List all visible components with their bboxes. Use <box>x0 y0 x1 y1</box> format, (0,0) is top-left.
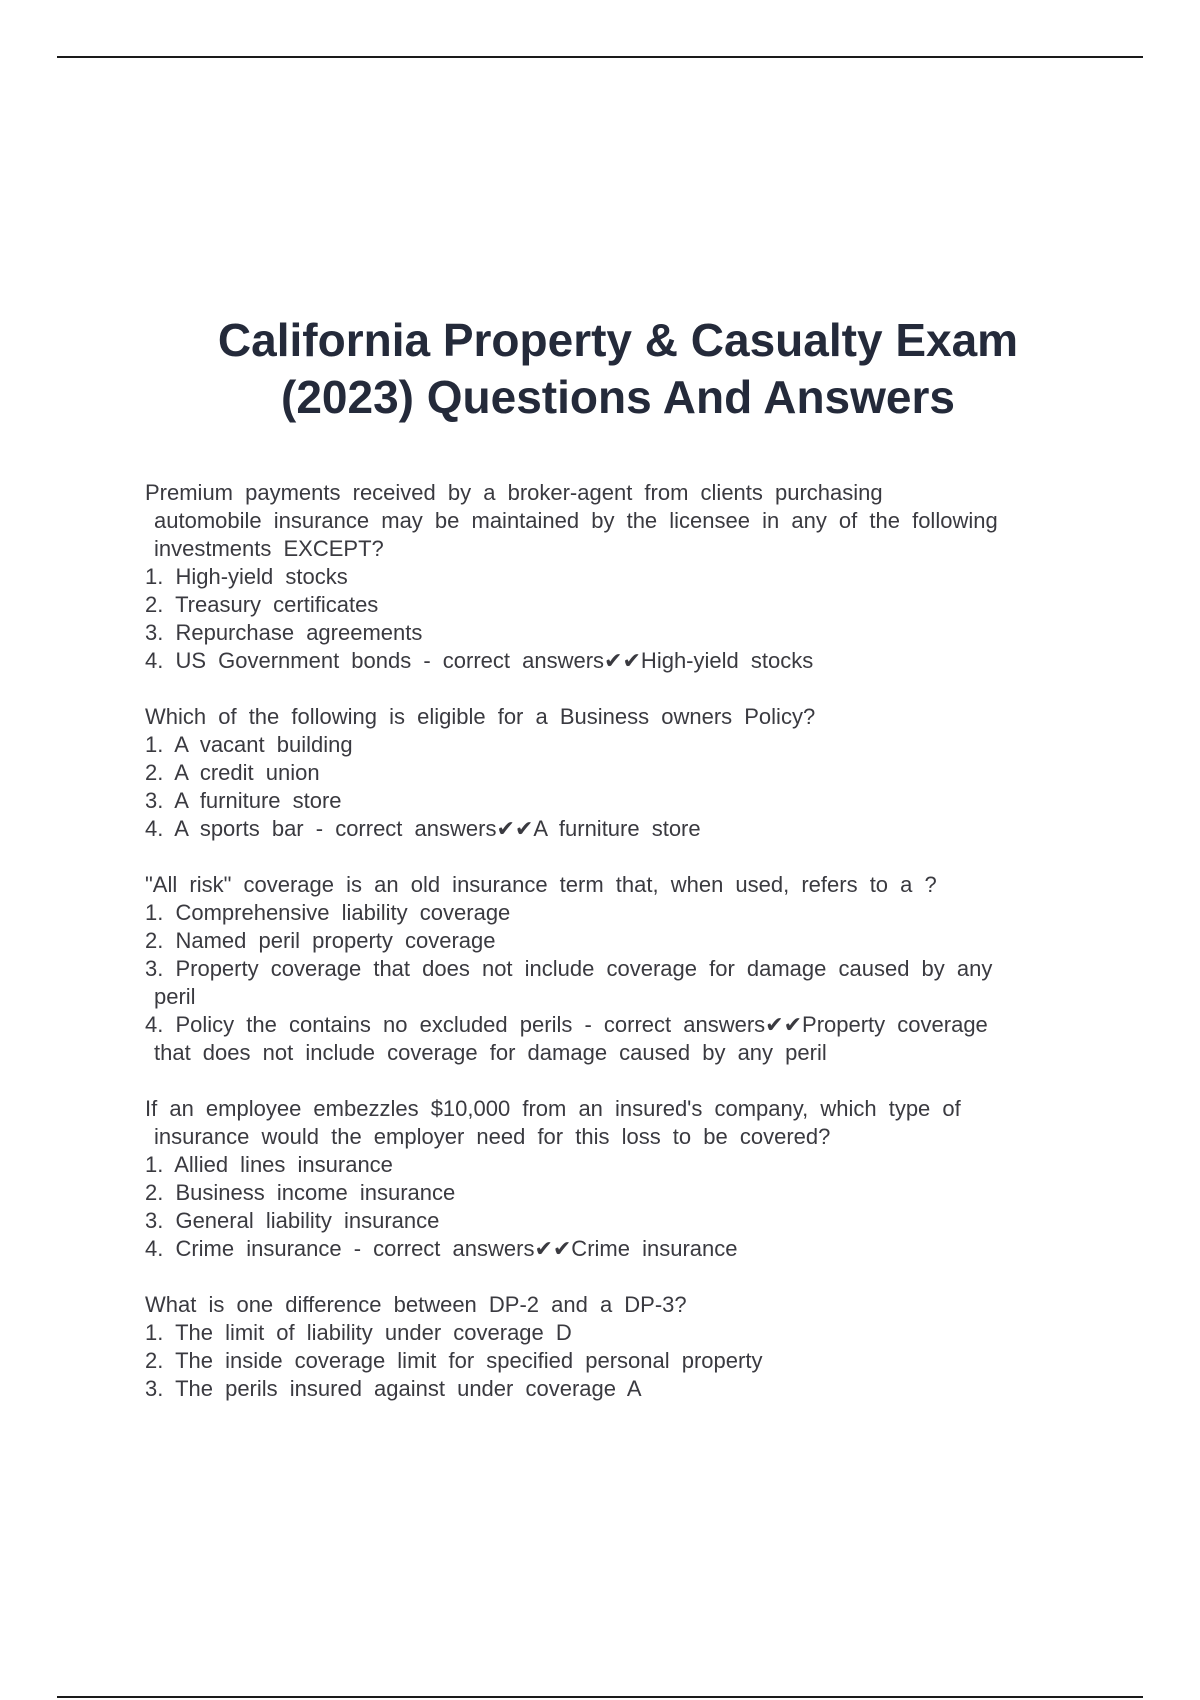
title-line-1: California Property & Casualty Exam <box>217 314 1019 366</box>
answer-option-with-correct-answer: 4. US Government bonds - correct answers✔✔High-yield stocks <box>145 648 814 673</box>
answer-option: 1. Allied lines insurance <box>145 1152 393 1177</box>
answer-option-with-correct-answer: 4. Crime insurance - correct answers✔✔Crime insurance <box>145 1236 738 1261</box>
answer-option-with-correct-answer: 4. Policy the contains no excluded perils - correct answers✔✔Property coverage <box>145 1012 988 1037</box>
answer-option-with-correct-answer: 4. A sports bar - correct answers✔✔A furniture store <box>145 816 701 841</box>
question-line: automobile insurance may be maintained by the licensee in any of the following <box>154 508 998 533</box>
title-line-2: (2023) Questions And Answers <box>281 371 955 423</box>
question-line: investments EXCEPT? <box>154 536 384 561</box>
answer-option: 3. Property coverage that does not include coverage for damage caused by any <box>145 956 993 981</box>
answer-option: 3. General liability insurance <box>145 1208 440 1233</box>
bottom-rule <box>57 1696 1143 1698</box>
answer-option: 1. High-yield stocks <box>145 564 348 589</box>
top-rule <box>57 56 1143 58</box>
qa-item <box>145 871 1085 1067</box>
answer-option-continuation: that does not include coverage for damage caused by any peril <box>154 1040 827 1065</box>
question-line: What is one difference between DP-2 and a DP-3? <box>145 1292 687 1317</box>
answer-option: 2. Named peril property coverage <box>145 928 496 953</box>
qa-item <box>145 479 1085 675</box>
qa-item <box>145 1291 1085 1403</box>
answer-option: 1. A vacant building <box>145 732 353 757</box>
document-title <box>0 312 1200 426</box>
question-line: Which of the following is eligible for a Business owners Policy? <box>145 704 816 729</box>
qa-item <box>145 1095 1085 1263</box>
qa-list <box>145 479 1085 1431</box>
answer-option: 2. A credit union <box>145 760 320 785</box>
question-line: insurance would the employer need for this loss to be covered? <box>154 1124 831 1149</box>
answer-option: 1. The limit of liability under coverage D <box>145 1320 572 1345</box>
answer-option: 3. The perils insured against under coverage A <box>145 1376 642 1401</box>
question-line: If an employee embezzles $10,000 from an insured's company, which type of <box>145 1096 961 1121</box>
answer-option: 3. A furniture store <box>145 788 342 813</box>
qa-item <box>145 703 1085 843</box>
answer-option: 2. Business income insurance <box>145 1180 456 1205</box>
question-line: "All risk" coverage is an old insurance term that, when used, refers to a ? <box>145 872 937 897</box>
answer-option: 1. Comprehensive liability coverage <box>145 900 511 925</box>
question-line: Premium payments received by a broker-agent from clients purchasing <box>145 480 883 505</box>
answer-option: 3. Repurchase agreements <box>145 620 423 645</box>
answer-option: 2. Treasury certificates <box>145 592 379 617</box>
answer-option-continuation: peril <box>154 984 196 1009</box>
answer-option: 2. The inside coverage limit for specified personal property <box>145 1348 763 1373</box>
